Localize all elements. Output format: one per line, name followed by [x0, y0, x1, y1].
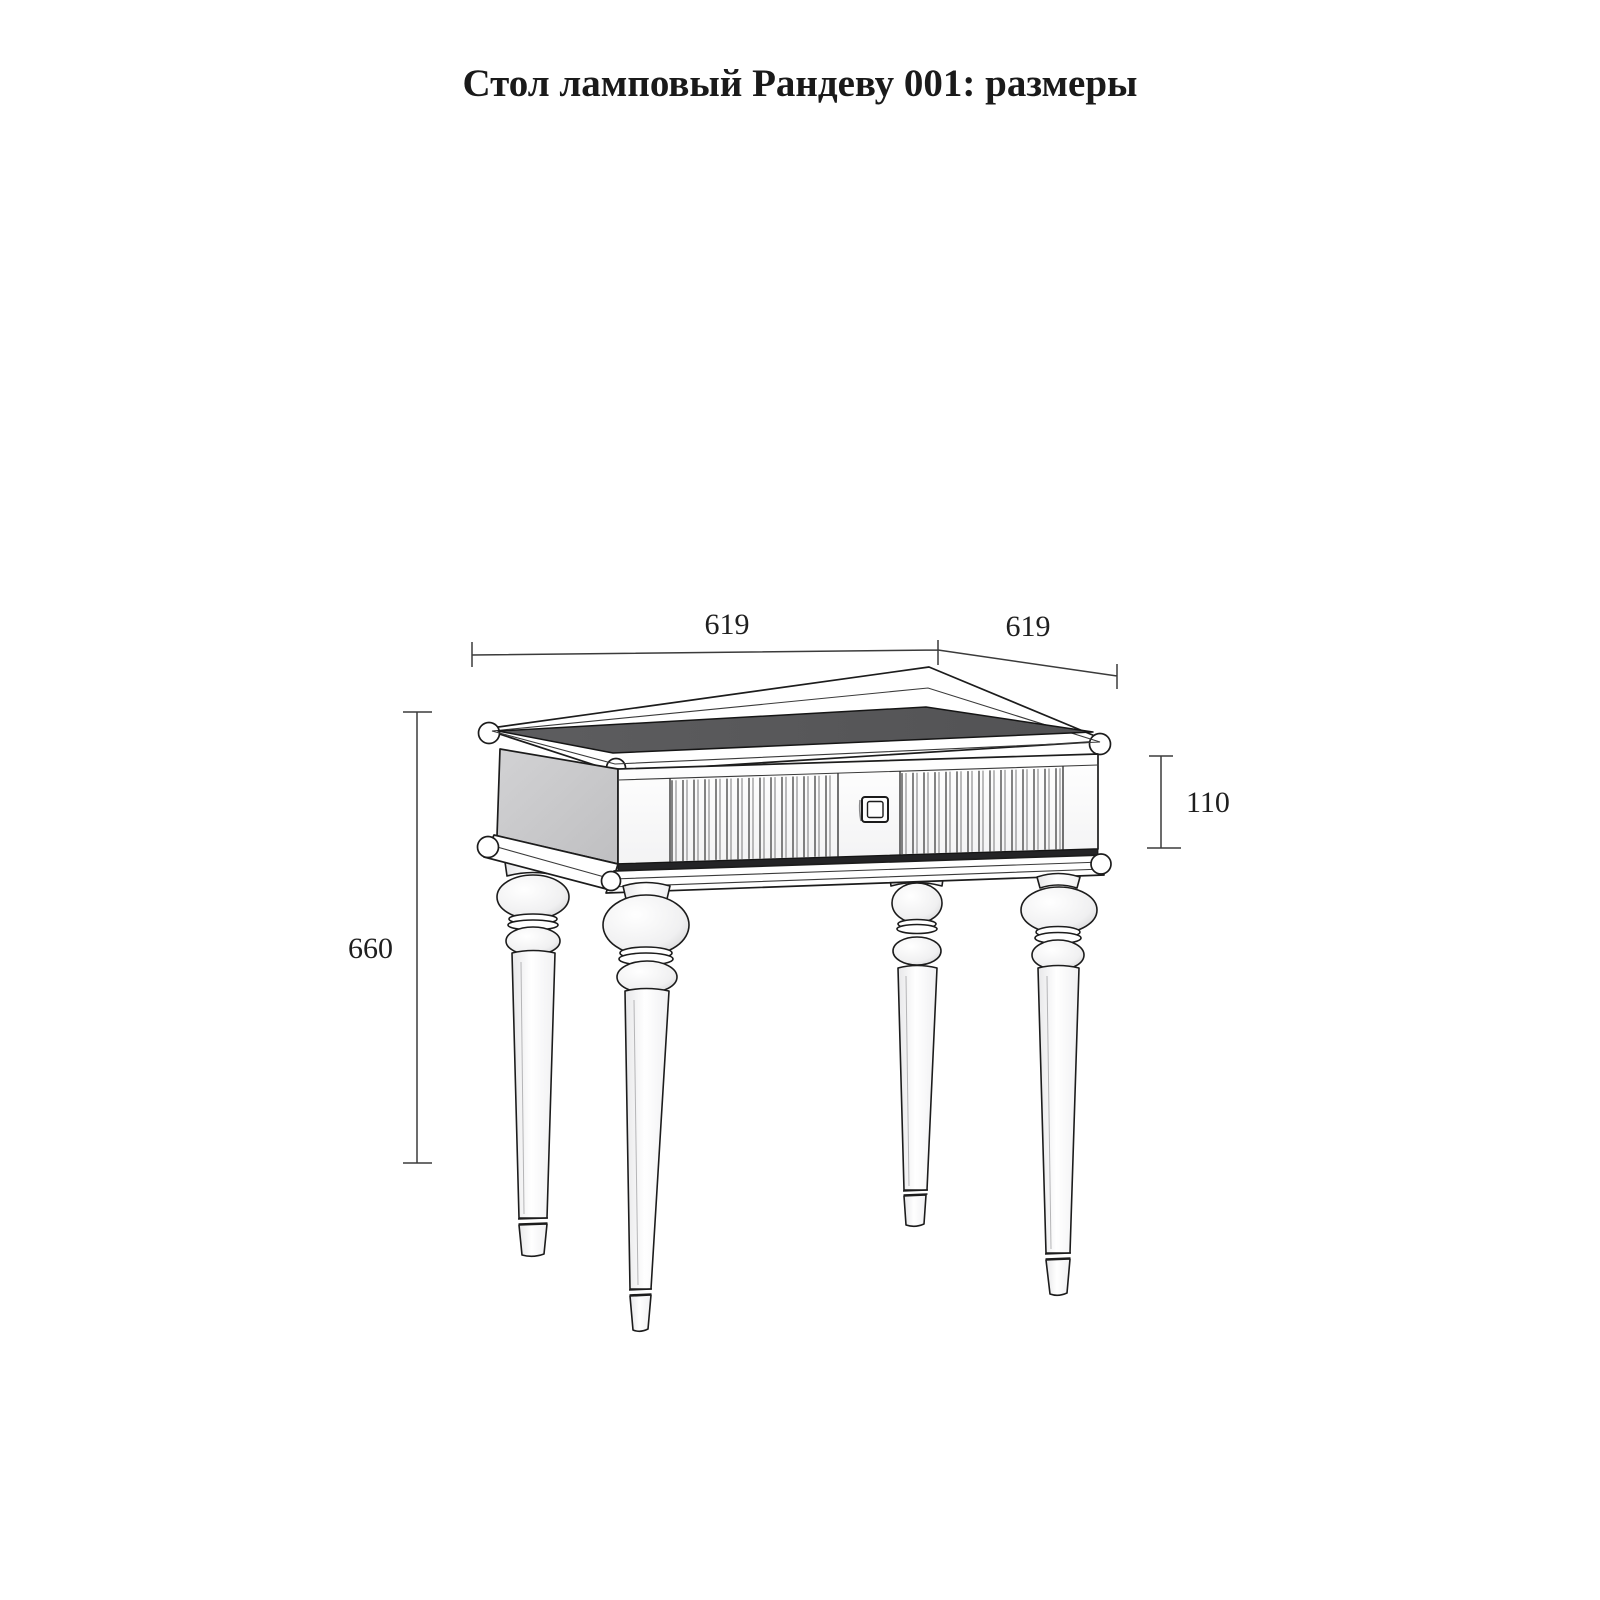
bottom-molding-cap-right — [1091, 854, 1111, 874]
dimension-overall-height-line — [403, 712, 432, 1163]
tabletop-corner-cap-right — [1090, 734, 1111, 755]
leg-shaft — [898, 966, 937, 1191]
bottom-molding-cap-left — [478, 837, 499, 858]
diagram-title: Стол ламповый Рандеву 001: размеры — [462, 62, 1138, 105]
dimension-drawer-height-line — [1147, 756, 1181, 848]
leg-bulb — [893, 937, 941, 965]
leg-ring — [897, 925, 937, 934]
leg-shaft — [625, 989, 669, 1290]
dimension-top-width — [472, 608, 938, 667]
bottom-molding-cap-front — [602, 872, 621, 891]
dimension-drawer-height-label: 110 — [1186, 786, 1230, 819]
drawer-front — [618, 754, 1098, 864]
dimension-drawer-height — [1147, 756, 1230, 848]
leg-ball — [497, 875, 569, 919]
leg-shaft — [512, 951, 555, 1219]
leg-front-left — [603, 883, 689, 1332]
leg-ball — [603, 895, 689, 955]
leg-front-right — [1021, 874, 1097, 1296]
dimension-top-depth — [938, 610, 1117, 689]
leg-shaft — [1038, 966, 1079, 1254]
leg-back-left — [497, 858, 569, 1257]
dimension-overall-height — [348, 712, 432, 1163]
leg-foot — [519, 1224, 547, 1256]
drawer-knob-outer — [862, 797, 888, 822]
leg-cap — [1037, 874, 1080, 889]
dimension-top-depth-label: 619 — [1005, 610, 1051, 643]
tabletop-corner-cap-left — [479, 723, 500, 744]
dimension-top-width-label: 619 — [704, 608, 750, 641]
leg-ankle-rings — [629, 1289, 652, 1295]
leg-ankle-rings — [518, 1218, 548, 1224]
leg-foot — [904, 1195, 926, 1226]
dimension-top-width-line — [472, 640, 938, 667]
leg-ball — [892, 883, 942, 923]
drawer-knob — [860, 797, 888, 822]
leg-foot — [1046, 1259, 1070, 1295]
leg-ankle-rings — [1045, 1253, 1071, 1259]
leg-ankle-rings — [903, 1190, 928, 1195]
leg-foot — [630, 1295, 651, 1331]
carcass — [497, 749, 1098, 872]
dimension-overall-height-label: 660 — [348, 932, 393, 965]
leg-back-right — [889, 868, 944, 1227]
